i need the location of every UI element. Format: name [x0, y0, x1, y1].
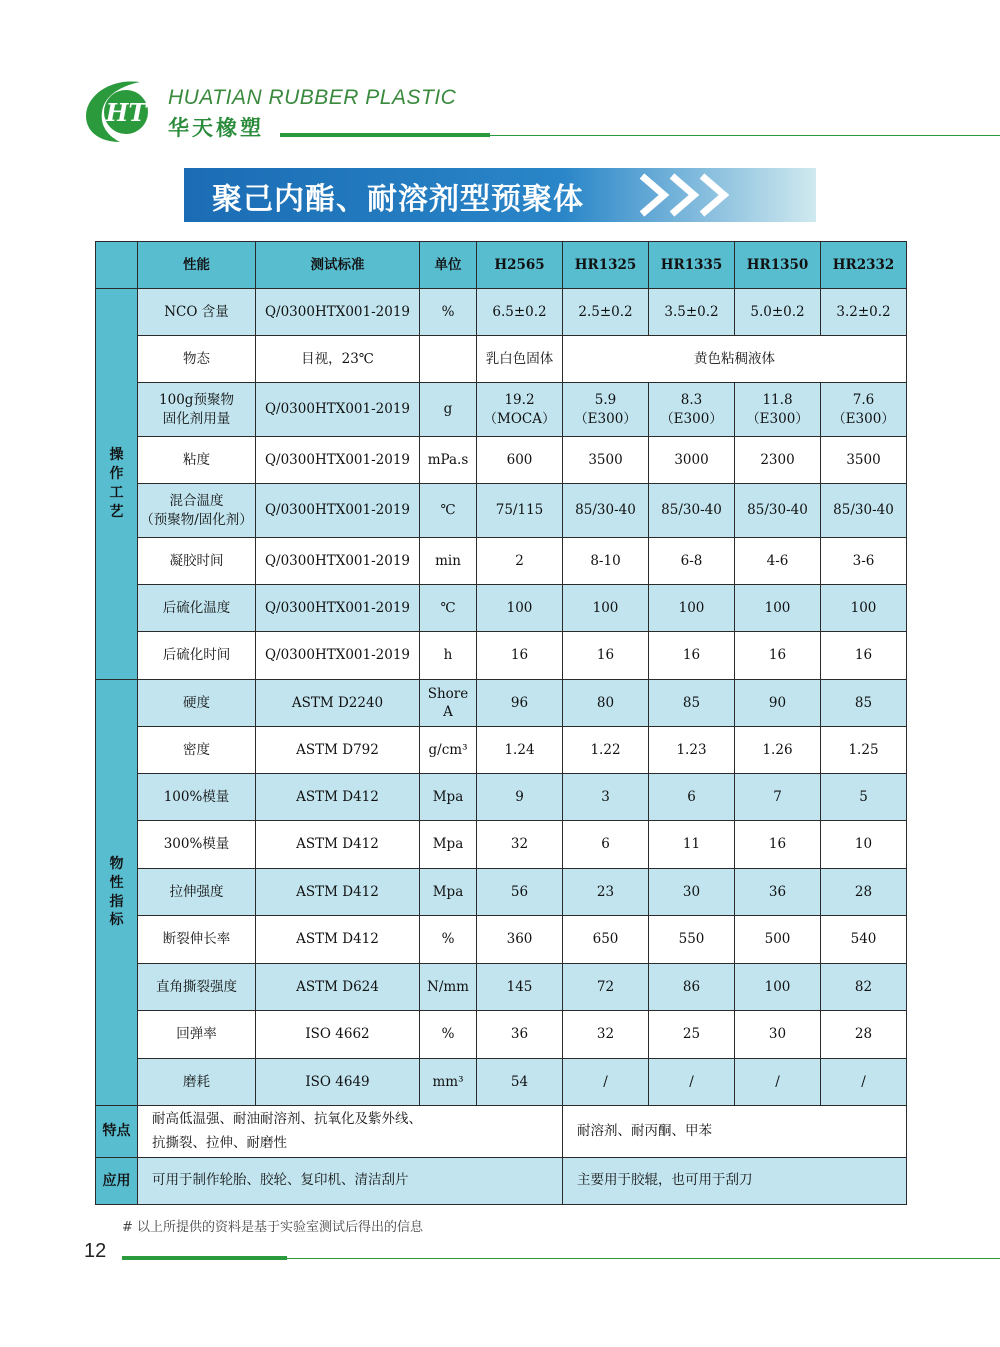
value-cell — [477, 383, 563, 437]
standard-cell: ASTM D412 — [256, 774, 420, 821]
cell-line: 2.5±0.2 — [578, 303, 633, 320]
svg-text:HT: HT — [105, 98, 147, 127]
value-cell — [649, 289, 735, 336]
cell-line: 100 — [764, 978, 791, 995]
cell-line: 6.5±0.2 — [492, 303, 547, 320]
standard-cell: Q/0300HTX001-2019 — [256, 538, 420, 585]
property-cell — [138, 484, 256, 538]
standard-cell: ASTM D792 — [256, 727, 420, 774]
cell-line: 100%模量 — [163, 788, 230, 805]
table-row — [96, 1059, 907, 1106]
value-cell — [821, 632, 907, 680]
cell-line: 28 — [854, 883, 873, 900]
column-header: 单位 — [420, 242, 477, 289]
application-row — [96, 1158, 907, 1205]
cell-line: 拉伸强度 — [169, 883, 224, 900]
value-cell — [735, 821, 821, 869]
table-row — [96, 632, 907, 680]
unit-cell: ℃ — [420, 585, 477, 632]
unit-cell: % — [420, 1011, 477, 1059]
value-cell — [563, 1059, 649, 1106]
cell-line: 32 — [510, 836, 529, 853]
property-cell — [138, 336, 256, 383]
cell-line: 粘度 — [183, 451, 210, 468]
cell-line: （预聚物/固化剂） — [140, 511, 253, 528]
value-cell — [821, 1059, 907, 1106]
application-right: 主要用于胶辊，也可用于刮刀 — [563, 1158, 907, 1205]
cell-line: 3000 — [674, 451, 709, 468]
value-cell — [649, 437, 735, 484]
cell-line: 硬度 — [183, 694, 210, 711]
cell-line: 3.2±0.2 — [836, 303, 891, 320]
cell-line: 混合温度 — [169, 493, 224, 510]
brand-header — [80, 78, 1000, 148]
cell-line: 耐高低温强、耐油耐溶剂、抗氧化及紫外线、 — [152, 1110, 422, 1127]
value-cell — [477, 821, 563, 869]
value-cell — [735, 538, 821, 585]
property-cell — [138, 1011, 256, 1059]
cell-line: 5.9 — [594, 392, 617, 409]
value-cell — [649, 585, 735, 632]
cell-line: 5.0±0.2 — [750, 303, 805, 320]
cell-line: 7.6 — [852, 392, 875, 409]
cell-line: 1.23 — [676, 741, 707, 758]
value-cell — [563, 538, 649, 585]
header-corner-cell — [96, 242, 138, 289]
property-cell — [138, 821, 256, 869]
cell-line: 19.2 — [504, 392, 535, 409]
value-cell — [821, 869, 907, 916]
value-cell — [563, 585, 649, 632]
unit-cell: Mpa — [420, 774, 477, 821]
features-right: 耐溶剂、耐丙酮、甲苯 — [563, 1106, 907, 1158]
value-cell — [477, 1059, 563, 1106]
cell-line: 8-10 — [590, 552, 621, 569]
group-label-physical — [96, 680, 138, 1106]
value-cell — [477, 727, 563, 774]
value-cell — [821, 916, 907, 964]
property-cell — [138, 632, 256, 680]
cell-line: 82 — [854, 978, 873, 995]
cell-line: 85/30-40 — [833, 502, 894, 519]
cell-line: 540 — [850, 931, 877, 948]
cell-line: 凝胶时间 — [169, 552, 224, 569]
cell-line: 6 — [687, 788, 696, 805]
cell-line: 25 — [682, 1026, 701, 1043]
cell-line: 操 — [109, 447, 124, 464]
value-cell — [649, 869, 735, 916]
cell-line: / — [689, 1073, 694, 1090]
cell-line: 85/30-40 — [661, 502, 722, 519]
value-cell — [477, 1011, 563, 1059]
column-header: HR2332 — [821, 242, 907, 289]
application-left: 可用于制作轮胎、胶轮、复印机、清洁刮片 — [138, 1158, 563, 1205]
table-row — [96, 289, 907, 336]
unit-cell — [420, 336, 477, 383]
standard-cell: Q/0300HTX001-2019 — [256, 632, 420, 680]
cell-line: （E300） — [746, 410, 809, 427]
unit-cell: ℃ — [420, 484, 477, 538]
cell-line: 80 — [596, 694, 615, 711]
value-cell — [821, 727, 907, 774]
table-row — [96, 869, 907, 916]
cell-line: 145 — [506, 978, 533, 995]
cell-line: 30 — [682, 883, 701, 900]
cell-line: 85/30-40 — [747, 502, 808, 519]
cell-line: 100 — [678, 599, 705, 616]
brand-name-english: HUATIAN RUBBER PLASTIC — [168, 86, 457, 109]
cell-line: 断裂伸长率 — [162, 931, 231, 948]
column-header: HR1325 — [563, 242, 649, 289]
value-cell — [649, 964, 735, 1011]
unit-cell: min — [420, 538, 477, 585]
cell-line: （E300） — [832, 410, 895, 427]
value-cell — [821, 821, 907, 869]
value-cell — [649, 727, 735, 774]
unit-cell: g/cm³ — [420, 727, 477, 774]
value-cell — [563, 383, 649, 437]
brand-name-chinese: 华天橡塑 — [168, 116, 264, 140]
group-label-process — [96, 289, 138, 680]
table-row — [96, 585, 907, 632]
value-cell — [735, 916, 821, 964]
cell-line: （E300） — [660, 410, 723, 427]
property-cell — [138, 916, 256, 964]
value-cell — [821, 383, 907, 437]
property-cell — [138, 869, 256, 916]
standard-cell: 目视，23℃ — [256, 336, 420, 383]
cell-line: 16 — [768, 836, 787, 853]
cell-line: 16 — [682, 647, 701, 664]
cell-line: 600 — [506, 451, 533, 468]
cell-line: 3500 — [588, 451, 623, 468]
page-title: 聚己内酯、耐溶剂型预聚体 — [212, 182, 584, 217]
page-number: 12 — [84, 1240, 107, 1262]
cell-line: 86 — [682, 978, 701, 995]
value-cell: 乳白色固体 — [477, 336, 563, 383]
value-cell — [735, 585, 821, 632]
huatian-logo-icon — [80, 78, 160, 144]
value-cell — [649, 632, 735, 680]
table-row — [96, 383, 907, 437]
cell-line: 回弹率 — [176, 1026, 217, 1043]
table-row — [96, 484, 907, 538]
chevron-right-icon — [692, 168, 746, 222]
table-row — [96, 727, 907, 774]
cell-line: 85 — [854, 694, 873, 711]
value-cell — [477, 437, 563, 484]
cell-line: 11 — [682, 836, 701, 853]
cell-line: 5 — [859, 788, 868, 805]
cell-line: 11.8 — [762, 392, 793, 409]
cell-line: 100 — [764, 599, 791, 616]
cell-line: 16 — [768, 647, 787, 664]
standard-cell: Q/0300HTX001-2019 — [256, 289, 420, 336]
cell-line: 100 — [850, 599, 877, 616]
cell-line: 23 — [596, 883, 615, 900]
cell-line: 后硫化时间 — [162, 647, 231, 664]
value-cell — [735, 1011, 821, 1059]
value-cell — [735, 289, 821, 336]
value-cell — [477, 916, 563, 964]
cell-line: 标 — [109, 912, 124, 929]
unit-cell: mPa.s — [420, 437, 477, 484]
standard-cell: ASTM D412 — [256, 869, 420, 916]
standard-cell: ASTM D412 — [256, 916, 420, 964]
column-header: HR1350 — [735, 242, 821, 289]
cell-line: 3.5±0.2 — [664, 303, 719, 320]
cell-line: 16 — [854, 647, 873, 664]
cell-line: 3 — [601, 788, 610, 805]
cell-line: 28 — [854, 1026, 873, 1043]
cell-line: 8.3 — [680, 392, 703, 409]
table-row — [96, 774, 907, 821]
value-cell — [821, 289, 907, 336]
cell-line: 100 — [592, 599, 619, 616]
header-rule-thick — [280, 133, 490, 137]
cell-line: 4-6 — [766, 552, 789, 569]
value-cell — [563, 727, 649, 774]
cell-line: 磨耗 — [183, 1073, 210, 1090]
spec-table — [95, 241, 907, 1205]
value-cell — [563, 1011, 649, 1059]
unit-cell: % — [420, 916, 477, 964]
cell-line: 后硫化温度 — [162, 599, 231, 616]
value-cell — [477, 680, 563, 727]
table-header-row — [96, 242, 907, 289]
cell-line: 36 — [768, 883, 787, 900]
unit-cell: h — [420, 632, 477, 680]
unit-cell: Shore A — [420, 680, 477, 727]
cell-line: 30 — [768, 1026, 787, 1043]
value-cell — [477, 585, 563, 632]
cell-line: / — [861, 1073, 866, 1090]
table-row — [96, 1011, 907, 1059]
cell-line: 指 — [109, 893, 124, 910]
value-cell — [821, 1011, 907, 1059]
cell-line: 性 — [109, 874, 124, 891]
features-label: 特点 — [96, 1106, 138, 1158]
value-cell — [563, 484, 649, 538]
value-cell — [649, 484, 735, 538]
value-cell — [821, 538, 907, 585]
cell-line: / — [775, 1073, 780, 1090]
value-cell — [477, 869, 563, 916]
value-cell — [735, 1059, 821, 1106]
footer-rule-thin — [287, 1258, 1000, 1259]
cell-line: 75/115 — [495, 502, 544, 519]
cell-line: / — [603, 1073, 608, 1090]
cell-line: 54 — [510, 1073, 529, 1090]
value-cell — [649, 774, 735, 821]
value-cell — [477, 632, 563, 680]
table-row — [96, 680, 907, 727]
cell-line: 直角撕裂强度 — [156, 978, 237, 995]
cell-line: NCO 含量 — [164, 303, 229, 320]
unit-cell: Mpa — [420, 869, 477, 916]
value-cell — [735, 383, 821, 437]
table-row — [96, 916, 907, 964]
cell-line: 1.25 — [848, 741, 879, 758]
cell-line: 1.24 — [504, 741, 535, 758]
value-cell — [735, 437, 821, 484]
value-cell — [735, 632, 821, 680]
table-row — [96, 821, 907, 869]
property-cell — [138, 437, 256, 484]
property-cell — [138, 289, 256, 336]
value-cell — [649, 1011, 735, 1059]
value-cell — [477, 484, 563, 538]
cell-line: （MOCA） — [483, 410, 556, 427]
footnote: # 以上所提供的资料是基于实验室测试后得出的信息 — [122, 1220, 424, 1235]
value-cell — [821, 585, 907, 632]
standard-cell: ASTM D624 — [256, 964, 420, 1011]
property-cell — [138, 538, 256, 585]
standard-cell: ISO 4662 — [256, 1011, 420, 1059]
cell-line: 工 — [109, 485, 124, 501]
cell-line: 300%模量 — [163, 836, 230, 853]
cell-line: 360 — [506, 931, 533, 948]
cell-line: 32 — [596, 1026, 615, 1043]
cell-line: 7 — [773, 788, 782, 805]
value-cell — [649, 916, 735, 964]
unit-cell: N/mm — [420, 964, 477, 1011]
cell-line: 3500 — [846, 451, 881, 468]
cell-line: 1.22 — [590, 741, 621, 758]
table-row — [96, 336, 907, 383]
cell-line: 550 — [678, 931, 705, 948]
value-cell — [649, 383, 735, 437]
value-cell — [735, 964, 821, 1011]
standard-cell: Q/0300HTX001-2019 — [256, 437, 420, 484]
unit-cell: % — [420, 289, 477, 336]
property-cell — [138, 585, 256, 632]
cell-line: （E300） — [574, 410, 637, 427]
cell-line: 物态 — [183, 350, 210, 367]
cell-line: 16 — [510, 647, 529, 664]
cell-line: 2 — [515, 552, 524, 569]
cell-line: 56 — [510, 883, 529, 900]
cell-line: 100 — [506, 599, 533, 616]
value-cell — [649, 680, 735, 727]
unit-cell: mm³ — [420, 1059, 477, 1106]
value-cell — [735, 727, 821, 774]
cell-line: 100g预聚物 — [159, 392, 234, 409]
cell-line: 85 — [682, 694, 701, 711]
value-cell — [821, 484, 907, 538]
features-left — [138, 1106, 563, 1158]
cell-line: 16 — [596, 647, 615, 664]
column-header: HR1335 — [649, 242, 735, 289]
column-header: 性能 — [138, 242, 256, 289]
value-cell — [563, 821, 649, 869]
table-row — [96, 964, 907, 1011]
value-cell — [649, 821, 735, 869]
cell-line: 9 — [515, 788, 524, 805]
value-cell — [477, 538, 563, 585]
property-cell — [138, 1059, 256, 1106]
cell-line: 3-6 — [852, 552, 875, 569]
value-cell — [649, 1059, 735, 1106]
cell-line: 6 — [601, 836, 610, 853]
section-title-banner — [184, 168, 816, 222]
standard-cell: ASTM D412 — [256, 821, 420, 869]
footer-rule-thick — [122, 1256, 287, 1260]
value-cell — [821, 437, 907, 484]
property-cell — [138, 727, 256, 774]
standard-cell: ISO 4649 — [256, 1059, 420, 1106]
cell-line: 固化剂用量 — [162, 410, 231, 427]
cell-line: 96 — [510, 694, 529, 711]
cell-line: 1.26 — [762, 741, 793, 758]
property-cell — [138, 383, 256, 437]
value-cell — [563, 680, 649, 727]
value-cell — [735, 484, 821, 538]
features-row — [96, 1106, 907, 1158]
standard-cell: ASTM D2240 — [256, 680, 420, 727]
value-cell — [563, 774, 649, 821]
cell-line: 密度 — [183, 741, 210, 758]
value-cell — [563, 869, 649, 916]
cell-line: 2300 — [760, 451, 795, 468]
value-cell — [821, 964, 907, 1011]
unit-cell: g — [420, 383, 477, 437]
standard-cell: Q/0300HTX001-2019 — [256, 585, 420, 632]
cell-line: 抗撕裂、拉伸、耐磨性 — [152, 1134, 287, 1151]
cell-line: 72 — [596, 978, 615, 995]
cell-line: 500 — [764, 931, 791, 948]
cell-line: 90 — [768, 694, 787, 711]
table-row — [96, 538, 907, 585]
value-cell — [735, 774, 821, 821]
value-cell-merged: 黄色粘稠液体 — [563, 336, 907, 383]
value-cell — [563, 916, 649, 964]
value-cell — [821, 680, 907, 727]
cell-line: 85/30-40 — [575, 502, 636, 519]
value-cell — [735, 869, 821, 916]
value-cell — [649, 538, 735, 585]
cell-line: 650 — [592, 931, 619, 948]
column-header: 测试标准 — [256, 242, 420, 289]
cell-line: 10 — [854, 836, 873, 853]
cell-line: 6-8 — [680, 552, 703, 569]
value-cell — [563, 437, 649, 484]
cell-line: 作 — [109, 466, 124, 483]
property-cell — [138, 964, 256, 1011]
standard-cell: Q/0300HTX001-2019 — [256, 383, 420, 437]
cell-line: 艺 — [109, 503, 124, 520]
property-cell — [138, 774, 256, 821]
value-cell — [477, 289, 563, 336]
value-cell — [563, 289, 649, 336]
value-cell — [563, 964, 649, 1011]
unit-cell: Mpa — [420, 821, 477, 869]
header-rule-thin — [490, 135, 1000, 136]
value-cell — [477, 774, 563, 821]
application-label: 应用 — [96, 1158, 138, 1205]
value-cell — [821, 774, 907, 821]
standard-cell: Q/0300HTX001-2019 — [256, 484, 420, 538]
cell-line: 36 — [510, 1026, 529, 1043]
value-cell — [477, 964, 563, 1011]
table-row — [96, 437, 907, 484]
cell-line: 物 — [109, 855, 124, 872]
value-cell — [563, 632, 649, 680]
property-cell — [138, 680, 256, 727]
value-cell — [735, 680, 821, 727]
column-header: H2565 — [477, 242, 563, 289]
